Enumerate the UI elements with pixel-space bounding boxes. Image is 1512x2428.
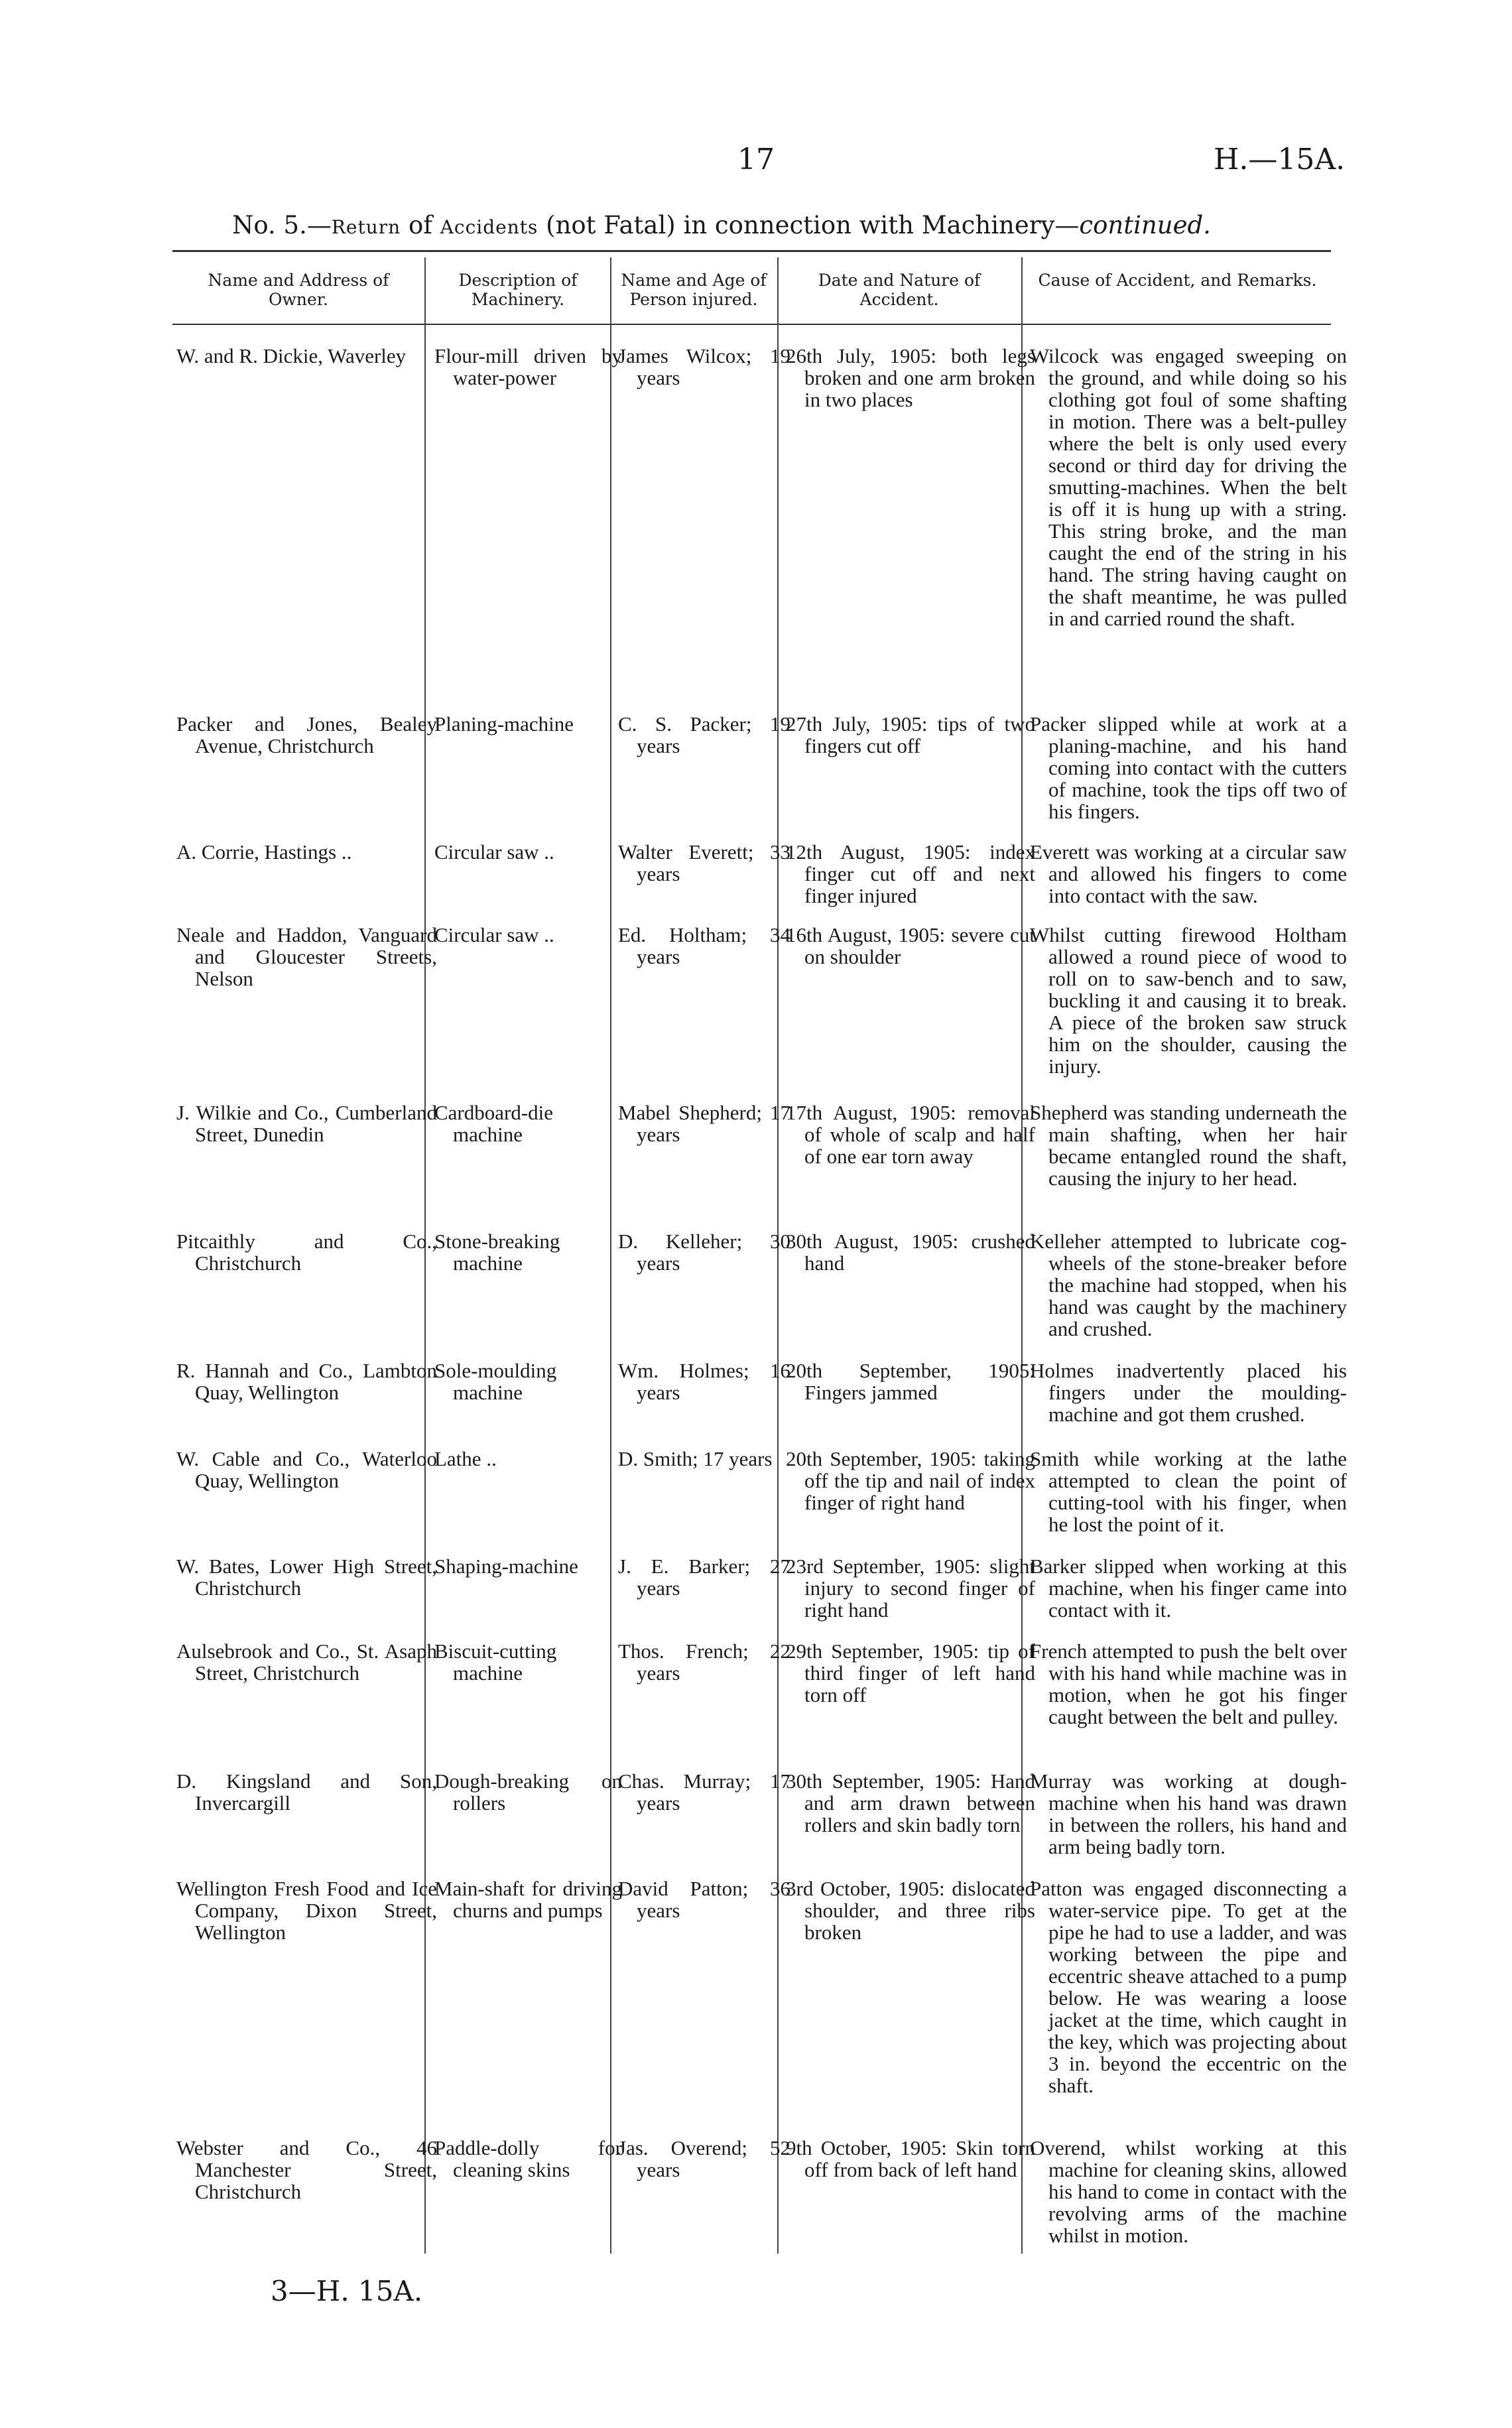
person-cell: Ed. Holtham; 34 years [618, 923, 790, 968]
title-prefix: No. 5.— [232, 211, 332, 239]
machinery-cell: Stone-breaking machine [434, 1230, 560, 1275]
machinery-cell: Planing-machine [434, 712, 574, 735]
footer-reference: 3—H. 15A. [271, 2275, 423, 2307]
date-nature-cell: 12th August, 1905: index finger cut off and next finger injured [786, 840, 1035, 907]
column-header-machinery: Description of Machinery. [458, 271, 578, 309]
date-nature-cell: 26th July, 1905: both legs broken and one arm broken in two places [786, 344, 1035, 411]
owner-cell: Aulsebrook and Co., St. Asaph Street, Christchurch [176, 1639, 437, 1685]
machinery-cell: Paddle-dolly for cleaning skins [434, 2136, 622, 2181]
person-cell: Thos. French; 22 years [618, 1639, 790, 1685]
person-cell: Wm. Holmes; 16 years [618, 1359, 790, 1404]
machinery-cell: Shaping-machine [434, 1555, 578, 1578]
cause-cell: Kelleher attempted to lubricate cog-wheels of the stone-breaker before the machine had stopped, when his hand was caught by the machinery and crushed. [1030, 1230, 1347, 1340]
owner-cell: A. Corrie, Hastings .. [176, 840, 352, 863]
owner-cell: Webster and Co., 46 Manchester Street, Christchurch [176, 2136, 437, 2203]
date-nature-cell: 9th October, 1905: Skin torn off from back of left hand [786, 2136, 1035, 2181]
date-nature-cell: 30th August, 1905: crushed hand [786, 1230, 1035, 1275]
owner-cell: Wellington Fresh Food and Ice Company, Dixon Street, Wellington [176, 1877, 437, 1944]
machinery-cell: Cardboard-die machine [434, 1101, 554, 1146]
column-header-owner: Name and Address of Owner. [208, 271, 389, 309]
machinery-cell: Circular saw .. [434, 923, 554, 946]
machinery-cell: Lathe .. [434, 1447, 497, 1470]
owner-cell: W. Bates, Lower High Street, Christchurch [176, 1555, 437, 1600]
person-cell: Mabel Shepherd; 17 years [618, 1101, 790, 1146]
top-rule [172, 250, 1331, 252]
header-rule [172, 324, 1331, 325]
cause-cell: Everett was working at a circular saw and allowed his fingers to come into contact with the saw. [1030, 840, 1347, 907]
person-cell: David Patton; 36 years [618, 1877, 790, 1922]
date-nature-cell: 30th September, 1905: Hand and arm drawn between rollers and skin badly torn [786, 1769, 1035, 1836]
page-reference: H.—15A. [1214, 143, 1346, 176]
owner-cell: Pitcaithly and Co., Christchurch [176, 1230, 437, 1275]
date-nature-cell: 23rd September, 1905: slight injury to second finger of right hand [786, 1555, 1035, 1622]
person-cell: Chas. Murray; 17 years [618, 1769, 790, 1815]
cause-cell: Barker slipped when working at this machine, when his finger came into contact with it. [1030, 1555, 1347, 1622]
date-nature-cell: 17th August, 1905: removal of whole of scalp and half of one ear torn away [786, 1101, 1035, 1168]
person-cell: Walter Everett; 33 years [618, 840, 790, 885]
cause-cell: Patton was engaged disconnecting a water-service pipe. To get at the pipe he had to use a ladder, and was working between the pipe and eccentric sheave attached to a pump below. He was wearing a loose jacket at the time, which caught in the key, which was projecting about 3 in. beyond the eccentric on the shaft. [1030, 1877, 1347, 2097]
page-title [232, 211, 1333, 239]
person-cell: D. Smith; 17 years [618, 1447, 773, 1470]
owner-cell: W. Cable and Co., Waterloo Quay, Wellington [176, 1447, 437, 1492]
cause-cell: Murray was working at dough-machine when his hand was drawn in between the rollers, his hand and arm being badly torn. [1030, 1769, 1347, 1858]
date-nature-cell: 20th September, 1905: Fingers jammed [786, 1359, 1035, 1404]
title-suffix: continued. [1079, 211, 1211, 239]
cause-cell: Wilcock was engaged sweeping on the ground, and while doing so his clothing got foul of some shafting in motion. There was a belt-pulley where the belt is only used every second or third day for driving the smutting-machines. When the belt is off it is hung up with a string. This string broke, and the man caught the end of the string in his hand. The string having caught on the shaft meantime, he was pulled in and carried round the shaft. [1030, 344, 1347, 630]
column-header-person: Name and Age of Person injured. [621, 271, 767, 309]
owner-cell: D. Kingsland and Son, Invercargill [176, 1769, 437, 1815]
machinery-cell: Flour-mill driven by water-power [434, 344, 622, 389]
title-of: of [401, 211, 440, 239]
machinery-cell: Biscuit-cutting machine [434, 1639, 557, 1685]
person-cell: C. S. Packer; 19 years [618, 712, 790, 757]
cause-cell: Shepherd was standing underneath the main shafting, when her hair became entangled round the shaft, causing the injury to her head. [1030, 1101, 1347, 1190]
date-nature-cell: 27th July, 1905: tips of two fingers cut off [786, 712, 1035, 757]
cause-cell: Smith while working at the lathe attempted to clean the point of cutting-tool with his finger, when he lost the point of it. [1030, 1447, 1347, 1536]
date-nature-cell: 20th September, 1905: taking off the tip and nail of index finger of right hand [786, 1447, 1035, 1514]
machinery-cell: Sole-moulding machine [434, 1359, 557, 1404]
column-header-date-nature: Date and Nature of Accident. [818, 271, 981, 309]
page-number: 17 [737, 143, 775, 176]
cause-cell: Whilst cutting firewood Holtham allowed a round piece of wood to roll on to saw-bench and to saw, buckling it and causing it to break. A piece of the broken saw struck him on the shoulder, causing the injury. [1030, 923, 1347, 1078]
cause-cell: Holmes inadvertently placed his fingers under the moulding-machine and got them crushed. [1030, 1359, 1347, 1426]
date-nature-cell: 29th September, 1905: tip of third finger of left hand torn off [786, 1639, 1035, 1706]
owner-cell: Packer and Jones, Bealey Avenue, Christchurch [176, 712, 437, 757]
machinery-cell: Main-shaft for driving churns and pumps [434, 1877, 622, 1922]
machinery-cell: Circular saw .. [434, 840, 554, 863]
owner-cell: W. and R. Dickie, Waverley [176, 344, 407, 367]
title-middle: (not Fatal) in connection with Machinery— [538, 211, 1080, 239]
cause-cell: Overend, whilst working at this machine for cleaning skins, allowed his hand to come in contact with the revolving arms of the machine whilst in motion. [1030, 2136, 1347, 2247]
date-nature-cell: 3rd October, 1905: dislocated shoulder, and three ribs broken [786, 1877, 1035, 1944]
person-cell: James Wilcox; 19 years [618, 344, 790, 389]
title-accidents: Accidents [440, 216, 538, 238]
cause-cell: French attempted to push the belt over with his hand while machine was in motion, when he got his finger caught between the belt and pulley. [1030, 1639, 1347, 1728]
owner-cell: R. Hannah and Co., Lambton Quay, Wellington [176, 1359, 437, 1404]
owner-cell: J. Wilkie and Co., Cumberland Street, Dunedin [176, 1101, 437, 1146]
person-cell: D. Kelleher; 30 years [618, 1230, 790, 1275]
title-return: Return [331, 216, 401, 238]
cause-cell: Packer slipped while at work at a planing-machine, and his hand coming into contact with the cutters of machine, took the tips off two of his fingers. [1030, 712, 1347, 823]
person-cell: J. E. Barker; 27 years [618, 1555, 790, 1600]
machinery-cell: Dough-breaking on rollers [434, 1769, 622, 1815]
column-header-cause: Cause of Accident, and Remarks. [1038, 271, 1317, 290]
owner-cell: Neale and Haddon, Vanguard and Gloucester Streets, Nelson [176, 923, 437, 990]
person-cell: Jas. Overend; 52 years [618, 2136, 790, 2181]
date-nature-cell: 16th August, 1905: severe cut on shoulder [786, 923, 1035, 968]
